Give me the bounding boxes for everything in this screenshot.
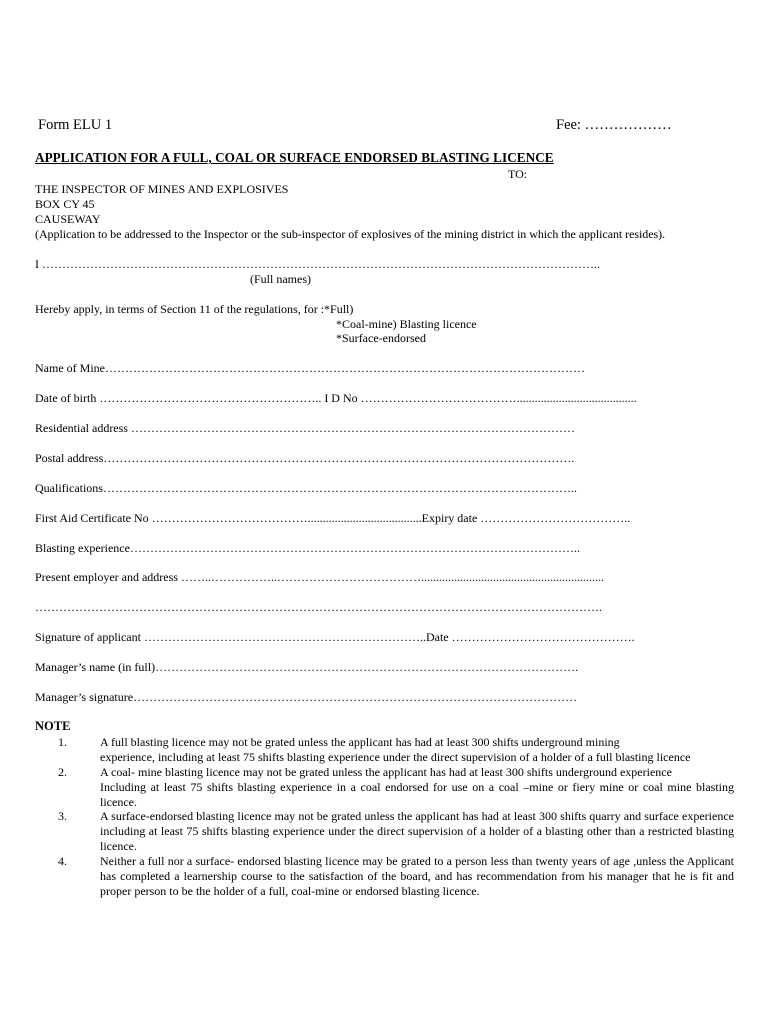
note-text-1 — [100, 735, 734, 765]
signature-date-field[interactable]: Signature of applicant ……………………………………………………………..Date ………………………………………. — [35, 630, 635, 644]
qualifications-field[interactable]: Qualifications……………………………………………………………………………………………………….. — [35, 481, 577, 495]
note-number-3: 3. — [58, 809, 67, 823]
postal-address-field[interactable]: Postal address………………………………………………………………………………………………………. — [35, 451, 575, 465]
note-number-2: 2. — [58, 765, 67, 779]
name-of-mine-field[interactable]: Name of Mine………………………………………………………………………………………………………… — [35, 361, 585, 375]
note-number-4: 4. — [58, 854, 67, 868]
address-line-1: THE INSPECTOR OF MINES AND EXPLOSIVES — [35, 182, 289, 196]
full-names-caption: (Full names) — [250, 272, 311, 286]
first-aid-field[interactable]: First Aid Certificate No …………………………………......................................Expiry date ……………………………….. — [35, 511, 631, 525]
note-text-2 — [100, 765, 734, 810]
note-text-2-line1: A coal- mine blasting licence may not be grated unless the applicant has had at least 300 shifts underground experience — [100, 765, 672, 779]
address-line-2: BOX CY 45 — [35, 197, 95, 211]
note-text-4: Neither a full nor a surface- endorsed blasting licence may be grated to a person less than twenty years of age ,unless the Applicant has completed a learnership course to the satisfaction of the board, and has recommendation from his manager that he is fit and proper person to be the holder of a full, coal-mine or endorsed blasting licence. — [100, 854, 734, 898]
residential-address-field[interactable]: Residential address ………………………………………………………………………………………………… — [35, 421, 575, 435]
present-employer-field[interactable]: Present employer and address ……..……………..………………………………............................................................. — [35, 570, 604, 584]
option-surface-endorsed: *Surface-endorsed — [336, 331, 426, 345]
hereby-apply-text: Hereby apply, in terms of Section 11 of the regulations, for :*Full) — [35, 302, 354, 316]
dob-id-field[interactable]: Date of birth ……………………………………………….. I D No …………………………………........................................ — [35, 391, 637, 405]
note-text-3: A surface-endorsed blasting licence may not be grated unless the applicant has had at least 300 shifts quarry and surface experience including at least 75 shifts blasting experience under the direct supervision of a holder of a blasting other than a restricted blasting licence. — [100, 809, 734, 853]
document-title: APPLICATION FOR A FULL, COAL OR SURFACE ENDORSED BLASTING LICENCE — [35, 150, 554, 165]
blasting-experience-field[interactable]: Blasting experience………………………………………………………………………………………………….. — [35, 541, 580, 555]
address-line-3: CAUSEWAY — [35, 212, 101, 226]
note-text-1-line1: A full blasting licence may not be grated unless the applicant has had at least 300 shifts underground mining — [100, 735, 620, 749]
note-text-2-rest: Including at least 75 shifts blasting experience in a coal endorsed for use on a coal –mine or fiery mine or coal mine blasting licence. — [100, 780, 734, 809]
note-text-1-rest: experience, including at least 75 shifts blasting experience under the direct supervision of a holder of a full blasting licence — [100, 750, 691, 764]
address-instruction: (Application to be addressed to the Inspector or the sub-inspector of explosives of the mining district in which the applicant resides). — [35, 227, 666, 241]
note-heading: NOTE — [35, 719, 71, 733]
continuation-line[interactable]: ……………………………………………………………………………………………………………………………. — [35, 600, 602, 614]
fee-field: Fee: ……………… — [556, 117, 672, 133]
to-label: TO: — [508, 167, 528, 181]
form-id: Form ELU 1 — [38, 117, 113, 133]
note-number-1: 1. — [58, 735, 67, 749]
manager-signature-field[interactable]: Manager’s signature………………………………………………………………………………………………… — [35, 690, 578, 704]
option-coal-mine: *Coal-mine) Blasting licence — [336, 317, 477, 331]
applicant-name-field[interactable]: I ………………………………………………………………………………………………………………………….. — [35, 257, 600, 271]
manager-name-field[interactable]: Manager’s name (in full)……………………………………………………………………………………………. — [35, 660, 579, 674]
